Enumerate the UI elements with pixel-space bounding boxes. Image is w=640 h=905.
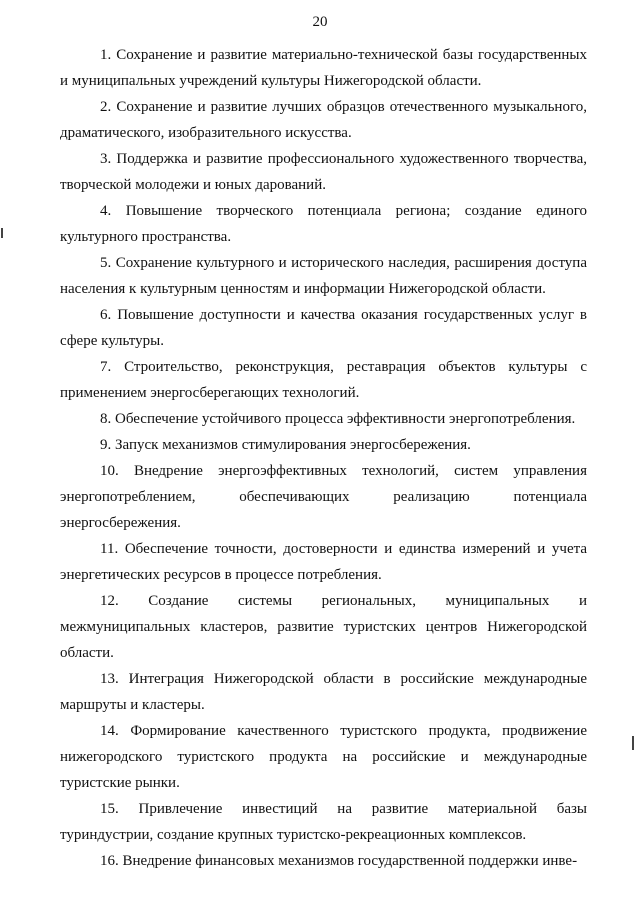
list-item: 6. Повышение доступности и качества оказания государственных услуг в сфере культуры. — [60, 307, 587, 349]
list-item: 8. Обеспечение устойчивого процесса эффективности энергопотребления. — [100, 411, 576, 427]
list-item: 12. Создание системы региональных, муниципальных и межмуниципальных кластеров, развитие туристских центров Нижегородской области. — [60, 593, 587, 661]
list-item: 4. Повышение творческого потенциала региона; создание единого культурного пространства. — [60, 203, 587, 245]
scan-edge-mark-left — [1, 228, 3, 238]
list-item: 10. Внедрение энергоэффективных технологий, систем управления энергопотреблением, обеспечивающих реализацию потенциала энергосбережения. — [60, 463, 587, 531]
list-item: 14. Формирование качественного туристского продукта, продвижение нижегородского туристского продукта на российские и международные туристские рынки. — [60, 723, 587, 791]
document-body — [60, 36, 587, 874]
page-number: 20 — [312, 14, 328, 30]
list-item: 7. Строительство, реконструкция, реставрация объектов культуры с применением энергосберегающих технологий. — [60, 359, 587, 401]
list-item: 13. Интеграция Нижегородской области в российские международные маршруты и кластеры. — [60, 671, 587, 713]
list-item: 9. Запуск механизмов стимулирования энергосбережения. — [100, 437, 471, 453]
list-item: 15. Привлечение инвестиций на развитие материальной базы туриндустрии, создание крупных туристско-рекреационных комплексов. — [60, 801, 587, 843]
list-item: 5. Сохранение культурного и исторического наследия, расширения доступа населения к культурным ценностям и информации Нижегородской области. — [60, 255, 587, 297]
list-item: 3. Поддержка и развитие профессионального художественного творчества, творческой молодежи и юных дарований. — [60, 151, 587, 193]
list-item: 16. Внедрение финансовых механизмов государственной поддержки инве- — [100, 853, 578, 869]
list-item: 11. Обеспечение точности, достоверности и единства измерений и учета энергетических ресурсов в процессе потребления. — [60, 541, 587, 583]
scan-edge-mark-right — [632, 736, 634, 750]
list-item: 1. Сохранение и развитие материально-технической базы государственных и муниципальных учреждений культуры Нижегородской области. — [60, 47, 587, 89]
list-item: 2. Сохранение и развитие лучших образцов отечественного музыкального, драматического, изобразительного искусства. — [60, 99, 587, 141]
